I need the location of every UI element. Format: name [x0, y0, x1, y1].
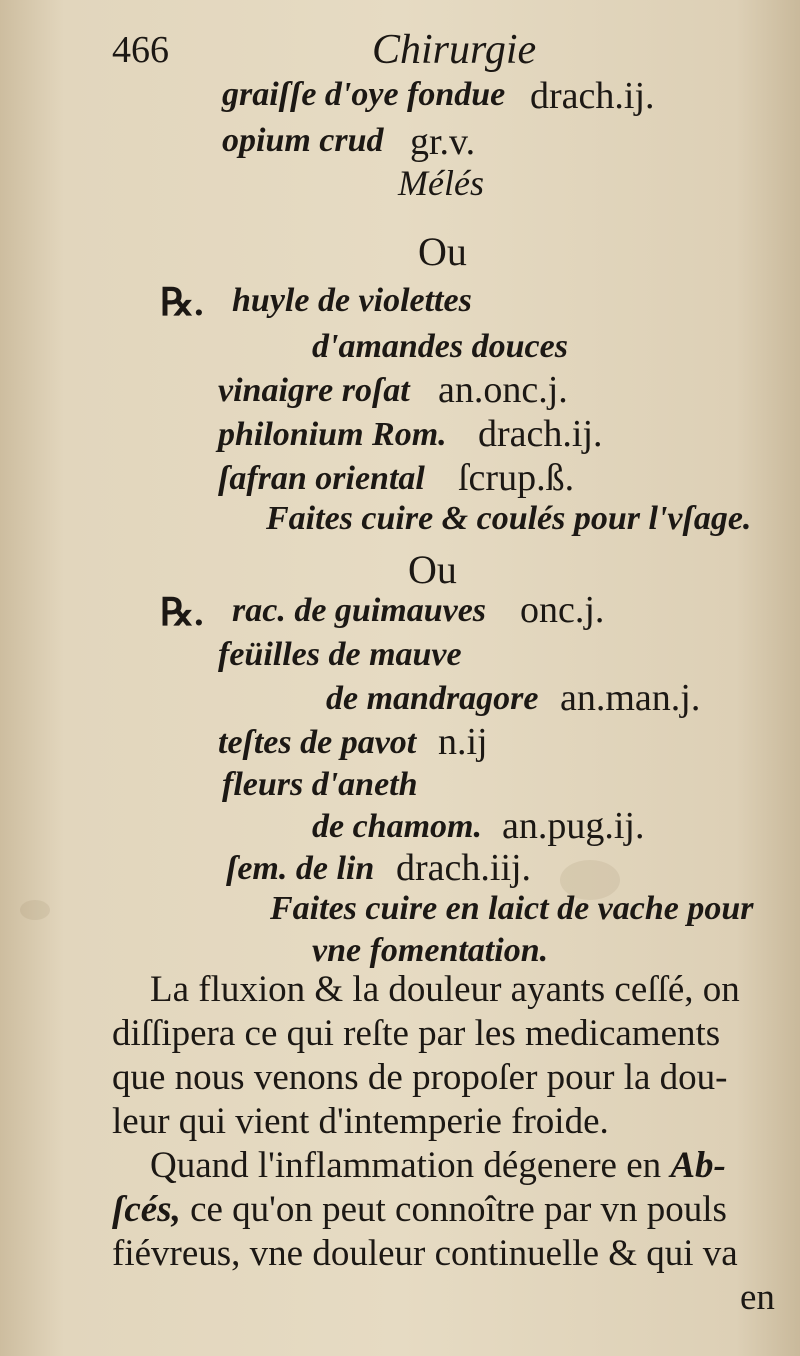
- ingredient: opium crud: [222, 122, 384, 159]
- ingredient: de mandragore: [326, 680, 539, 717]
- ingredient: graiſſe d'oye fondue: [222, 76, 506, 113]
- ingredient: d'amandes douces: [312, 328, 568, 365]
- dose: gr.v.: [410, 121, 476, 163]
- instruction: Faites cuire en laict de vache pour: [270, 890, 754, 927]
- instruction: Faites cuire & coulés pour l'vſage.: [266, 500, 752, 537]
- italic-term: Ab-: [670, 1145, 726, 1186]
- dose: drach.ij.: [478, 413, 603, 455]
- body-text-span: Quand l'inflammation dégenere en: [150, 1145, 671, 1186]
- instruction: vne fomentation.: [312, 932, 549, 969]
- page-number: 466: [112, 29, 169, 71]
- ingredient: huyle de violettes: [232, 282, 472, 319]
- dose: drach.iij.: [396, 847, 532, 889]
- dose: an.onc.j.: [438, 369, 568, 411]
- ingredient: de chamom.: [312, 808, 482, 845]
- paper-stain: [20, 900, 50, 920]
- dose: drach.ij.: [530, 75, 655, 117]
- body-line: La fluxion & la douleur ayants ceſſé, on: [150, 969, 740, 1010]
- recipe-symbol: ℞.: [160, 592, 204, 634]
- dose: an.pug.ij.: [502, 805, 645, 847]
- ingredient: ſafran oriental: [218, 460, 425, 497]
- body-line: leur qui vient d'intemperie froide.: [112, 1101, 609, 1142]
- dose: onc.j.: [520, 589, 605, 631]
- body-line: [150, 1144, 726, 1187]
- separator-ou: Ou: [418, 229, 467, 274]
- ingredient: rac. de guimauves: [232, 592, 487, 629]
- body-line: fiévreus, vne douleur continuelle & qui va: [112, 1233, 738, 1274]
- dose: ſcrup.ß.: [458, 457, 575, 499]
- body-line: que nous venons de propoſer pour la dou-: [112, 1057, 728, 1098]
- dose: n.ij: [438, 721, 488, 763]
- body-text-span: ce qu'on peut connoître par vn pouls: [180, 1189, 727, 1230]
- instruction: Mélés: [398, 163, 484, 203]
- italic-term: ſcés,: [112, 1189, 181, 1230]
- ingredient: vinaigre roſat: [218, 372, 410, 409]
- ingredient: feüilles de mauve: [218, 636, 462, 673]
- separator-ou: Ou: [408, 547, 457, 592]
- running-title: Chirurgie: [372, 27, 537, 73]
- body-line: diſſipera ce qui reſte par les medicaments: [112, 1013, 721, 1054]
- body-line: [112, 1188, 727, 1231]
- recipe-symbol: ℞.: [160, 282, 204, 324]
- ingredient: teſtes de pavot: [218, 724, 417, 761]
- ingredient: philonium Rom.: [218, 416, 447, 453]
- ingredient: fleurs d'aneth: [222, 766, 418, 803]
- ingredient: ſem. de lin: [226, 850, 375, 887]
- catchword: en: [740, 1277, 775, 1318]
- dose: an.man.j.: [560, 677, 701, 719]
